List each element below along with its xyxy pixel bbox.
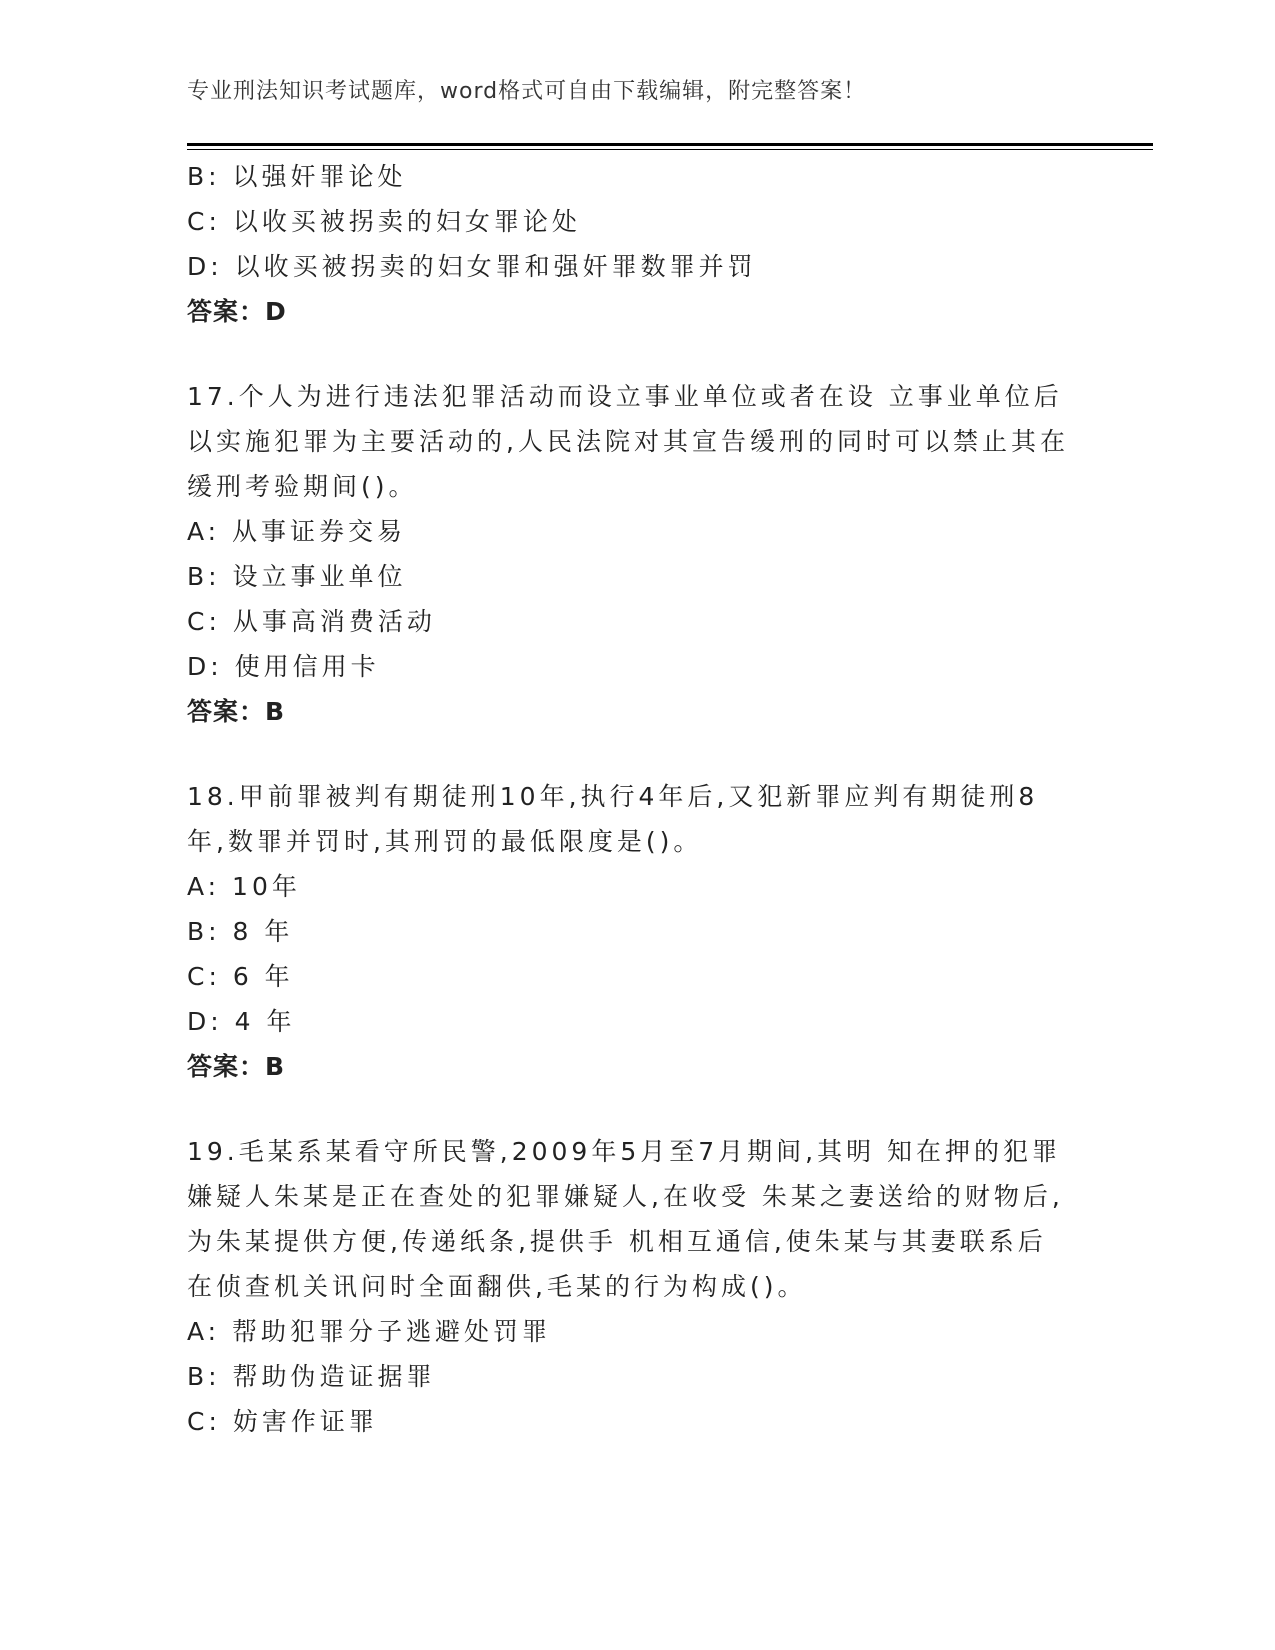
answer-line: 答案：B xyxy=(187,1052,286,1081)
page-header: 专业刑法知识考试题库，word格式可自由下载编辑，附完整答案！ xyxy=(187,79,867,104)
option-d: D: 4 年 xyxy=(187,1007,296,1036)
answer-line: 答案：B xyxy=(187,697,286,726)
option-a: A: 帮助犯罪分子逃避处罚罪 xyxy=(187,1317,552,1346)
option-b: B: 8 年 xyxy=(187,917,294,946)
question-19 xyxy=(187,1129,1087,1444)
question-stem-line: 17.个人为进行违法犯罪活动而设立事业单位或者在设 立事业单位后 xyxy=(187,382,1063,411)
option-d: D: 以收买被拐卖的妇女罪和强奸罪数罪并罚 xyxy=(187,252,757,281)
option-c: C: 6 年 xyxy=(187,962,294,991)
question-stem-line: 年,数罪并罚时,其刑罚的最低限度是()。 xyxy=(187,827,703,856)
option-b: B: 设立事业单位 xyxy=(187,562,407,591)
header-rule-thick xyxy=(187,143,1153,146)
option-a: A: 从事证券交易 xyxy=(187,517,407,546)
document-body xyxy=(187,154,1087,1444)
question-18 xyxy=(187,774,1087,1089)
question-stem-line: 18.甲前罪被判有期徒刑10年,执行4年后,又犯新罪应判有期徒刑8 xyxy=(187,782,1039,811)
question-stem-line: 在侦查机关讯问时全面翻供,毛某的行为构成()。 xyxy=(187,1272,807,1301)
option-c: C: 妨害作证罪 xyxy=(187,1407,378,1436)
option-c: C: 以收买被拐卖的妇女罪论处 xyxy=(187,207,581,236)
header-rule-thin xyxy=(187,149,1153,150)
option-d: D: 使用信用卡 xyxy=(187,652,380,681)
question-stem-line: 以实施犯罪为主要活动的,人民法院对其宣告缓刑的同时可以禁止其在 xyxy=(187,427,1069,456)
question-stem-line: 缓刑考验期间()。 xyxy=(187,472,418,501)
option-b: B: 以强奸罪论处 xyxy=(187,162,407,191)
question-stem-line: 19.毛某系某看守所民警,2009年5月至7月期间,其明 知在押的犯罪 xyxy=(187,1137,1062,1166)
question-16-continuation xyxy=(187,154,1087,334)
question-17 xyxy=(187,374,1087,734)
option-a: A: 10年 xyxy=(187,872,301,901)
answer-line: 答案：D xyxy=(187,297,287,326)
question-stem-line: 嫌疑人朱某是正在查处的犯罪嫌疑人,在收受 朱某之妻送给的财物后, xyxy=(187,1182,1064,1211)
question-stem-line: 为朱某提供方便,传递纸条,提供手 机相互通信,使朱某与其妻联系后 xyxy=(187,1227,1047,1256)
option-c: C: 从事高消费活动 xyxy=(187,607,436,636)
option-b: B: 帮助伪造证据罪 xyxy=(187,1362,436,1391)
